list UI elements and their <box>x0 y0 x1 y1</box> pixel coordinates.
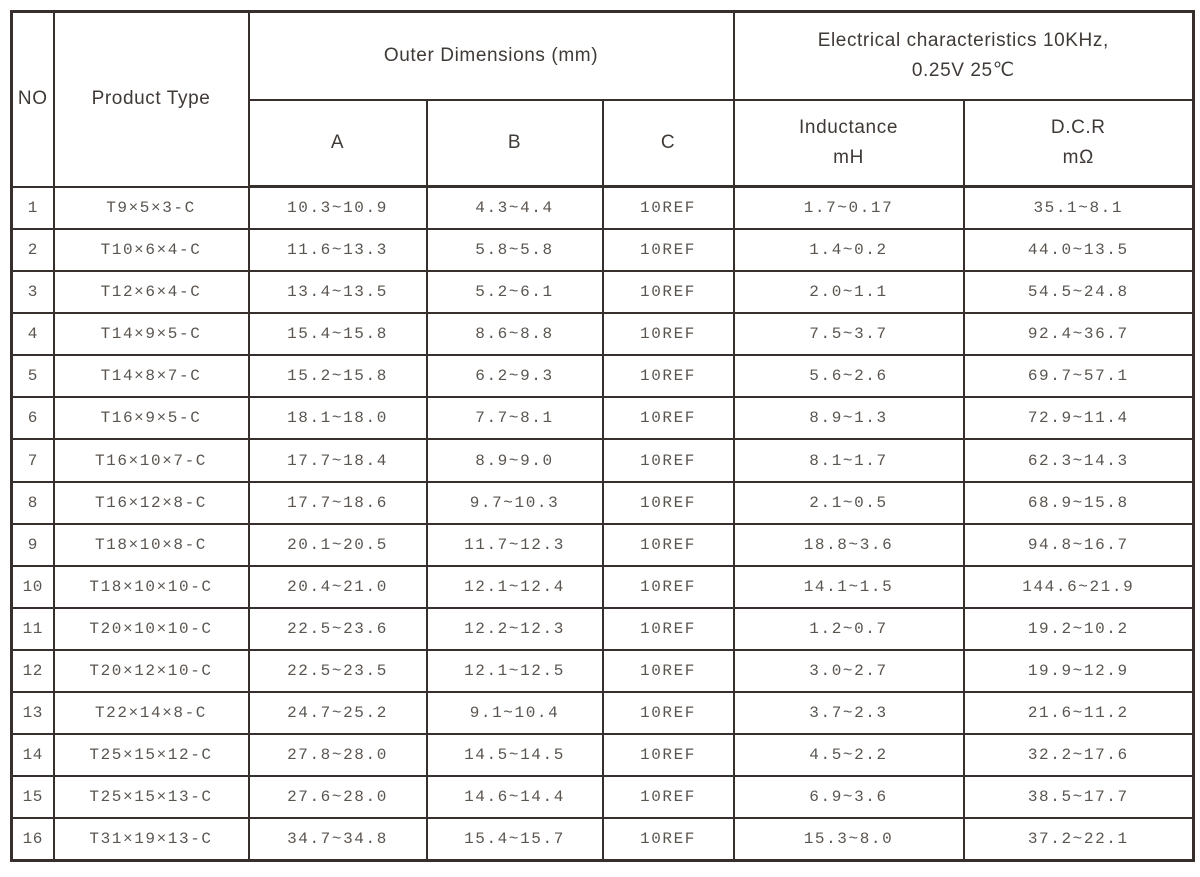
cell-dim-a: 11.6~13.3 <box>249 229 427 271</box>
cell-dcr: 54.5~24.8 <box>964 271 1194 313</box>
cell-inductance: 18.8~3.6 <box>734 524 964 566</box>
cell-dim-c: 10REF <box>603 776 734 818</box>
header-col-c: C <box>603 100 734 187</box>
table-row <box>12 229 1194 271</box>
cell-dim-c: 10REF <box>603 397 734 439</box>
cell-dim-a: 34.7~34.8 <box>249 818 427 860</box>
cell-dcr: 68.9~15.8 <box>964 482 1194 524</box>
cell-product-type: T20×12×10-C <box>54 650 249 692</box>
cell-dim-b: 5.2~6.1 <box>427 271 603 313</box>
cell-dim-c: 10REF <box>603 650 734 692</box>
cell-inductance: 15.3~8.0 <box>734 818 964 860</box>
cell-dim-b: 12.1~12.5 <box>427 650 603 692</box>
cell-dim-b: 9.1~10.4 <box>427 692 603 734</box>
cell-dim-a: 20.1~20.5 <box>249 524 427 566</box>
table-row <box>12 397 1194 439</box>
cell-dim-b: 4.3~4.4 <box>427 187 603 229</box>
cell-dim-c: 10REF <box>603 566 734 608</box>
cell-dim-a: 24.7~25.2 <box>249 692 427 734</box>
cell-no: 11 <box>12 608 54 650</box>
cell-dim-a: 18.1~18.0 <box>249 397 427 439</box>
table-row <box>12 692 1194 734</box>
cell-dcr: 35.1~8.1 <box>964 187 1194 229</box>
cell-product-type: T22×14×8-C <box>54 692 249 734</box>
cell-product-type: T16×10×7-C <box>54 439 249 481</box>
cell-dim-b: 14.5~14.5 <box>427 734 603 776</box>
cell-inductance: 7.5~3.7 <box>734 313 964 355</box>
cell-no: 9 <box>12 524 54 566</box>
header-dcr-label: D.C.R <box>1050 117 1106 139</box>
cell-dcr: 32.2~17.6 <box>964 734 1194 776</box>
cell-inductance: 4.5~2.2 <box>734 734 964 776</box>
cell-product-type: T14×9×5-C <box>54 313 249 355</box>
table-row <box>12 734 1194 776</box>
header-outer-dimensions: Outer Dimensions (mm) <box>249 12 734 101</box>
cell-dim-a: 13.4~13.5 <box>249 271 427 313</box>
header-no: NO <box>12 12 54 187</box>
cell-dcr: 94.8~16.7 <box>964 524 1194 566</box>
cell-product-type: T25×15×13-C <box>54 776 249 818</box>
cell-dim-c: 10REF <box>603 313 734 355</box>
cell-dcr: 72.9~11.4 <box>964 397 1194 439</box>
cell-dim-c: 10REF <box>603 608 734 650</box>
header-dcr-unit: mΩ <box>1062 147 1094 169</box>
table-row <box>12 650 1194 692</box>
cell-dim-c: 10REF <box>603 692 734 734</box>
header-dcr <box>964 100 1194 187</box>
cell-no: 13 <box>12 692 54 734</box>
cell-product-type: T14×8×7-C <box>54 355 249 397</box>
cell-dim-c: 10REF <box>603 355 734 397</box>
cell-inductance: 3.0~2.7 <box>734 650 964 692</box>
cell-dim-a: 17.7~18.6 <box>249 482 427 524</box>
header-electrical-line1: Electrical characteristics 10KHz, <box>817 30 1109 52</box>
cell-inductance: 8.9~1.3 <box>734 397 964 439</box>
table-row <box>12 313 1194 355</box>
cell-no: 14 <box>12 734 54 776</box>
table-row <box>12 776 1194 818</box>
cell-inductance: 2.1~0.5 <box>734 482 964 524</box>
cell-dcr: 21.6~11.2 <box>964 692 1194 734</box>
header-col-b: B <box>427 100 603 187</box>
cell-product-type: T16×12×8-C <box>54 482 249 524</box>
cell-dim-c: 10REF <box>603 734 734 776</box>
cell-dcr: 92.4~36.7 <box>964 313 1194 355</box>
cell-inductance: 1.2~0.7 <box>734 608 964 650</box>
cell-product-type: T18×10×10-C <box>54 566 249 608</box>
table-row <box>12 482 1194 524</box>
cell-dcr: 69.7~57.1 <box>964 355 1194 397</box>
cell-dim-b: 9.7~10.3 <box>427 482 603 524</box>
cell-dim-b: 14.6~14.4 <box>427 776 603 818</box>
table-row <box>12 818 1194 860</box>
cell-dcr: 19.2~10.2 <box>964 608 1194 650</box>
cell-inductance: 8.1~1.7 <box>734 439 964 481</box>
table-row <box>12 355 1194 397</box>
header-row-top <box>12 12 1194 101</box>
cell-no: 5 <box>12 355 54 397</box>
cell-dim-b: 7.7~8.1 <box>427 397 603 439</box>
cell-dim-c: 10REF <box>603 271 734 313</box>
cell-dim-c: 10REF <box>603 524 734 566</box>
cell-dcr: 62.3~14.3 <box>964 439 1194 481</box>
cell-inductance: 2.0~1.1 <box>734 271 964 313</box>
cell-product-type: T16×9×5-C <box>54 397 249 439</box>
cell-no: 16 <box>12 818 54 860</box>
cell-dim-b: 5.8~5.8 <box>427 229 603 271</box>
cell-dim-b: 8.9~9.0 <box>427 439 603 481</box>
table-row <box>12 608 1194 650</box>
cell-dim-b: 12.1~12.4 <box>427 566 603 608</box>
cell-dim-c: 10REF <box>603 187 734 229</box>
cell-dim-b: 12.2~12.3 <box>427 608 603 650</box>
cell-dcr: 44.0~13.5 <box>964 229 1194 271</box>
cell-dim-b: 6.2~9.3 <box>427 355 603 397</box>
header-electrical-characteristics <box>734 12 1194 101</box>
cell-product-type: T10×6×4-C <box>54 229 249 271</box>
cell-product-type: T9×5×3-C <box>54 187 249 229</box>
header-inductance-unit: mH <box>833 147 864 169</box>
cell-product-type: T20×10×10-C <box>54 608 249 650</box>
table-row <box>12 187 1194 229</box>
cell-dcr: 19.9~12.9 <box>964 650 1194 692</box>
cell-inductance: 6.9~3.6 <box>734 776 964 818</box>
cell-product-type: T25×15×12-C <box>54 734 249 776</box>
cell-inductance: 5.6~2.6 <box>734 355 964 397</box>
cell-dim-c: 10REF <box>603 482 734 524</box>
cell-no: 2 <box>12 229 54 271</box>
header-electrical-line2: 0.25V 25℃ <box>911 60 1015 82</box>
cell-dcr: 37.2~22.1 <box>964 818 1194 860</box>
cell-dim-a: 22.5~23.6 <box>249 608 427 650</box>
cell-dim-a: 20.4~21.0 <box>249 566 427 608</box>
cell-inductance: 1.4~0.2 <box>734 229 964 271</box>
cell-product-type: T31×19×13-C <box>54 818 249 860</box>
cell-no: 6 <box>12 397 54 439</box>
cell-dim-c: 10REF <box>603 818 734 860</box>
table-row <box>12 271 1194 313</box>
cell-dim-a: 15.4~15.8 <box>249 313 427 355</box>
header-inductance <box>734 100 964 187</box>
header-col-a: A <box>249 100 427 187</box>
cell-dim-a: 17.7~18.4 <box>249 439 427 481</box>
cell-dim-b: 11.7~12.3 <box>427 524 603 566</box>
cell-product-type: T18×10×8-C <box>54 524 249 566</box>
cell-inductance: 1.7~0.17 <box>734 187 964 229</box>
cell-dim-a: 27.6~28.0 <box>249 776 427 818</box>
cell-dim-a: 22.5~23.5 <box>249 650 427 692</box>
cell-no: 7 <box>12 439 54 481</box>
cell-no: 8 <box>12 482 54 524</box>
cell-inductance: 14.1~1.5 <box>734 566 964 608</box>
table-row <box>12 566 1194 608</box>
cell-dcr: 144.6~21.9 <box>964 566 1194 608</box>
cell-no: 4 <box>12 313 54 355</box>
cell-dim-b: 8.6~8.8 <box>427 313 603 355</box>
cell-inductance: 3.7~2.3 <box>734 692 964 734</box>
cell-dim-c: 10REF <box>603 439 734 481</box>
cell-no: 1 <box>12 187 54 229</box>
cell-no: 12 <box>12 650 54 692</box>
cell-dim-a: 15.2~15.8 <box>249 355 427 397</box>
cell-no: 15 <box>12 776 54 818</box>
header-product-type: Product Type <box>54 12 249 187</box>
cell-dim-a: 27.8~28.0 <box>249 734 427 776</box>
cell-dim-c: 10REF <box>603 229 734 271</box>
cell-dcr: 38.5~17.7 <box>964 776 1194 818</box>
cell-dim-b: 15.4~15.7 <box>427 818 603 860</box>
cell-no: 3 <box>12 271 54 313</box>
table-row <box>12 524 1194 566</box>
product-spec-table <box>10 10 1195 862</box>
table-row <box>12 439 1194 481</box>
header-inductance-label: Inductance <box>799 117 898 139</box>
cell-product-type: T12×6×4-C <box>54 271 249 313</box>
cell-no: 10 <box>12 566 54 608</box>
cell-dim-a: 10.3~10.9 <box>249 187 427 229</box>
